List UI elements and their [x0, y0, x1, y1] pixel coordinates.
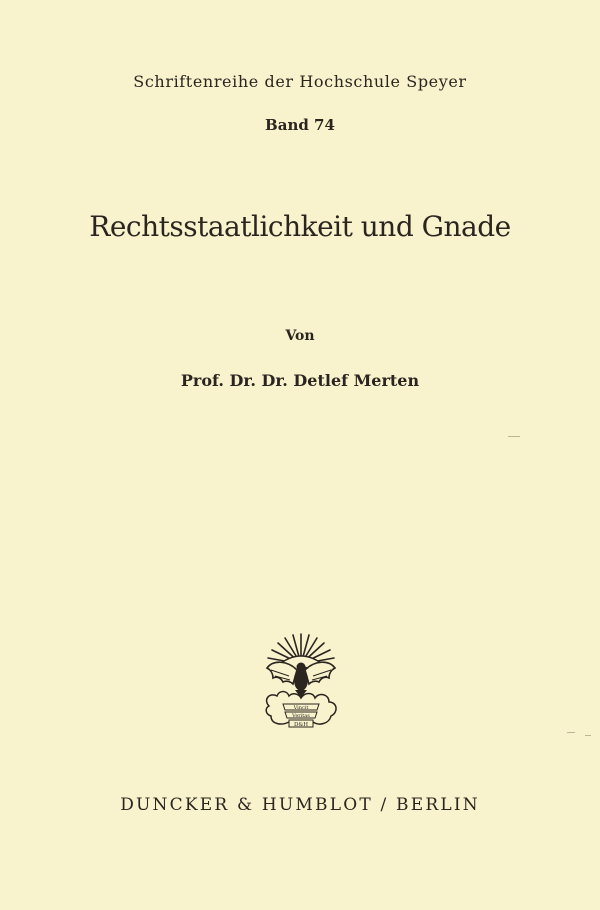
paper-speck	[508, 436, 520, 437]
by-label: Von	[285, 328, 315, 344]
volume-number: Band 74	[265, 116, 335, 134]
svg-text:Vincit: Vincit	[293, 705, 309, 711]
svg-text:Veritas: Veritas	[292, 713, 310, 719]
svg-text:D&H: D&H	[293, 722, 309, 728]
author-name: Prof. Dr. Dr. Detlef Merten	[180, 371, 420, 390]
eagle-emblem-icon	[259, 630, 343, 732]
book-title: Rechtsstaatlichkeit und Gnade	[89, 210, 511, 243]
paper-speck	[567, 732, 575, 733]
paper-speck	[585, 735, 591, 736]
series-title: Schriftenreihe der Hochschule Speyer	[133, 72, 467, 91]
publisher-imprint: DUNCKER & HUMBLOT / BERLIN	[120, 795, 480, 815]
